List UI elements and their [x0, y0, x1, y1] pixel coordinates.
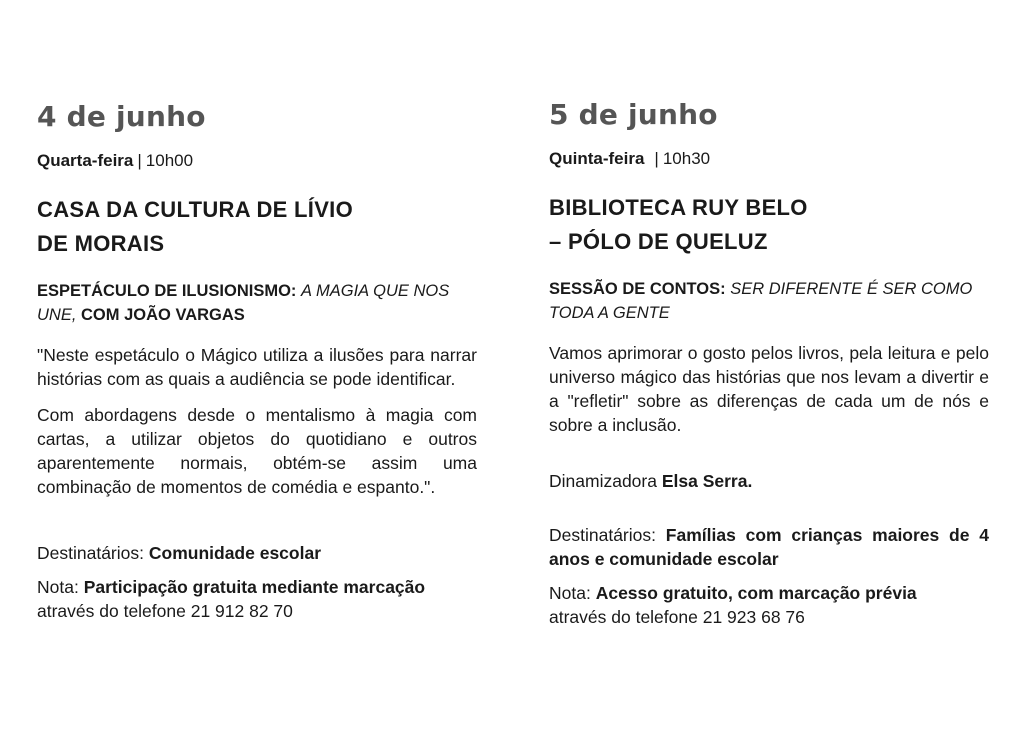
event-column-left [37, 100, 477, 633]
audience-value: Comunidade escolar [148, 543, 322, 563]
event-venue [549, 191, 989, 259]
note-phone: através do telefone 21 912 82 70 [37, 601, 293, 621]
note-value: Participação gratuita mediante marcação [83, 577, 426, 597]
event-day-time [37, 151, 477, 171]
facilitator-label: Dinamizadora [549, 471, 657, 491]
audience-label: Destinatários: [37, 543, 144, 563]
event-heading [549, 277, 989, 325]
venue-line-2: – PÓLO DE QUELUZ [549, 229, 768, 254]
audience-label: Destinatários: [549, 525, 656, 545]
event-note [37, 575, 477, 623]
note-label: Nota: [549, 583, 591, 603]
event-title: SER DIFERENTE É SER COMO TODA A GENTE [549, 280, 973, 322]
event-audience [37, 541, 477, 565]
day-time-separator: | [654, 149, 659, 168]
event-date: 4 de junho [37, 100, 206, 133]
note-label: Nota: [37, 577, 79, 597]
note-value: Acesso gratuito, com marcação prévia [595, 583, 917, 603]
event-day-time [549, 149, 989, 169]
event-note [549, 581, 989, 629]
note-phone: através do telefone 21 923 68 76 [549, 607, 805, 627]
event-audience [549, 523, 989, 571]
event-description-1: Vamos aprimorar o gosto pelos livros, pela leitura e pelo universo mágico das histórias que nos levam a divertir e a "refletir" sobre as diferenças de cada um de nós e sobre a inclusão. [549, 343, 989, 435]
event-venue [37, 193, 477, 261]
venue-line-1: CASA DA CULTURA DE LÍVIO [37, 197, 354, 222]
event-weekday: Quinta-feira [549, 149, 645, 168]
event-heading [37, 279, 477, 327]
facilitator-value: Elsa Serra. [661, 471, 753, 491]
event-description-1: "Neste espetáculo o Mágico utiliza a ilusões para narrar histórias com as quais a audiência se pode identificar. [37, 345, 477, 389]
event-time: 10h30 [662, 149, 711, 168]
event-facilitator [549, 469, 989, 493]
event-type-label: ESPETÁCULO DE ILUSIONISMO: [37, 282, 297, 300]
day-time-separator: | [137, 151, 142, 170]
event-date: 5 de junho [549, 98, 718, 131]
event-weekday: Quarta-feira [37, 151, 134, 170]
event-performer: COM JOÃO VARGAS [81, 306, 245, 324]
event-description-2: Com abordagens desde o mentalismo à magia com cartas, a utilizar objetos do quotidiano e outros aparentemente normais, obtém-se assim uma combinação de momentos de comédia e espanto.". [37, 405, 477, 497]
event-time: 10h00 [145, 151, 194, 170]
audience-value: Famílias com crianças maiores de 4 anos e comunidade escolar [549, 525, 989, 569]
venue-line-2: DE MORAIS [37, 231, 165, 256]
venue-line-1: BIBLIOTECA RUY BELO [549, 195, 808, 220]
event-column-right [549, 98, 989, 639]
event-type-label: SESSÃO DE CONTOS: [549, 280, 726, 298]
event-title: A MAGIA QUE NOS UNE, [37, 282, 450, 324]
